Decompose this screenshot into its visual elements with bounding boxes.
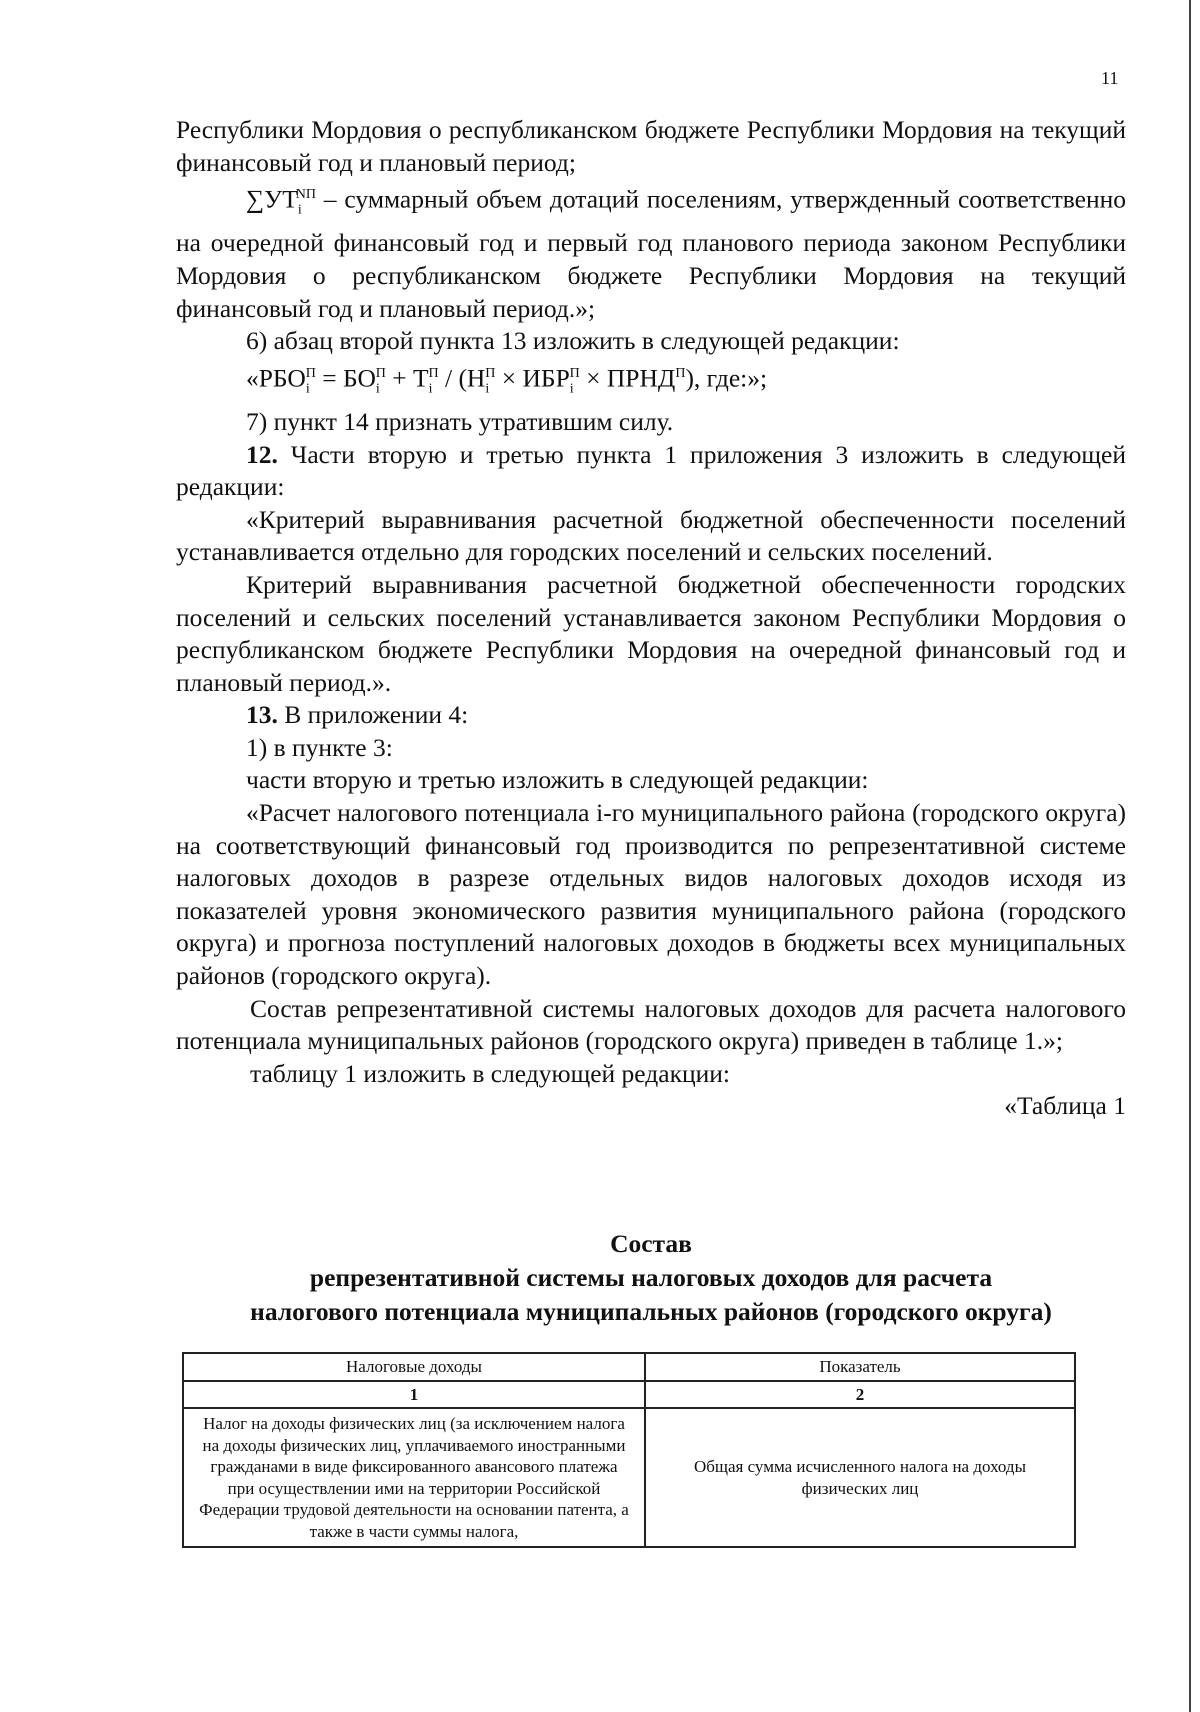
paragraph: Республики Мордовия о республиканском бюджете Республики Мордовия на текущий финансовый год и плановый период; bbox=[176, 115, 1126, 177]
table-header-row bbox=[183, 1353, 1075, 1381]
table-row bbox=[183, 1408, 1075, 1547]
scan-edge-line bbox=[1189, 0, 1191, 1712]
table-title-line-2: репрезентативной системы налоговых доходов для расчета bbox=[309, 1263, 993, 1292]
paragraph: «Критерий выравнивания расчетной бюджетной обеспеченности поселений устанавливается отдельно для городских поселений и сельских поселений. bbox=[176, 504, 1126, 567]
paragraph: таблицу 1 изложить в следующей редакции: bbox=[250, 1058, 730, 1088]
table-cell-indicator: Общая сумма исчисленного налога на доходы физических лиц bbox=[645, 1408, 1075, 1547]
paragraph: части вторую и третью изложить в следующей редакции: bbox=[246, 765, 869, 795]
paragraph: 7) пункт 14 признать утратившим силу. bbox=[246, 406, 674, 436]
table-title-line-3: налогового потенциала муниципальных районов (городского округа) bbox=[250, 1297, 1052, 1326]
header-tax-income: Налоговые доходы bbox=[183, 1353, 645, 1381]
paragraph: 6) абзац второй пункта 13 изложить в следующей редакции: bbox=[246, 326, 900, 356]
paragraph: Критерий выравнивания расчетной бюджетной обеспеченности городских поселений и сельских поселений устанавливается законом Республики Мордовия о республиканском бюджете Республики Мордовия на очередной финансовый год и плановый период.». bbox=[176, 569, 1126, 697]
document-body bbox=[176, 114, 1126, 1123]
paragraph-formula-rbo: «$РБО_i^П = БО_i^П + Т_i^П / (Н_i^П \times ИБР_i^П$ × $ПРНД^П$), где:»; bbox=[246, 363, 768, 397]
table-cell-tax: Налог на доходы физических лиц (за исключением налога на доходы физических лиц, уплачиваемого иностранными гражданами в виде фиксированного авансового платежа при осуществлении ими на территории Российской Федерации трудовой деятельности на основании патента, а также в части суммы налога, bbox=[183, 1408, 645, 1547]
table-caption: «Таблица 1 bbox=[1004, 1091, 1126, 1121]
page-number: 11 bbox=[1101, 68, 1119, 88]
paragraph-item-12: 12. Части вторую и третью пункта 1 приложения 3 изложить в следующей редакции: bbox=[176, 439, 1126, 502]
tax-income-table bbox=[182, 1352, 1076, 1548]
paragraph-formula-sum: $\sum УТ_i^{NП}$ – суммарный объем дотаций поселениям, утвержденный соответственно на очередной финансовый год и первый год планового периода законом Республики Мордовия о республиканском бюджете Республики Мордовия на текущий финансовый год и плановый период.»; bbox=[176, 184, 1126, 323]
table-title-line-1: Состав bbox=[610, 1229, 692, 1258]
paragraph-item-13: 13. В приложении 4: bbox=[246, 700, 469, 730]
header-indicator: Показатель bbox=[645, 1353, 1075, 1381]
column-number-2: 2 bbox=[645, 1381, 1075, 1409]
table-number-row bbox=[183, 1381, 1075, 1409]
paragraph: Состав репрезентативной системы налоговых доходов для расчета налогового потенциала муниципальных районов (городского округа) приведен в таблице 1.»; bbox=[176, 993, 1126, 1056]
column-number-1: 1 bbox=[183, 1381, 645, 1409]
paragraph: «Расчет налогового потенциала i-го муниципального района (городского округа) на соответствующий финансовый год производится по репрезентативной системе налоговых доходов в разрезе отдельных видов налоговых доходов исходя из показателей уровня экономического развития муниципального района (городского округа) и прогноза поступлений налоговых доходов в бюджеты всех муниципальных районов (городского округа). bbox=[176, 798, 1126, 991]
paragraph: 1) в пункте 3: bbox=[246, 732, 393, 762]
